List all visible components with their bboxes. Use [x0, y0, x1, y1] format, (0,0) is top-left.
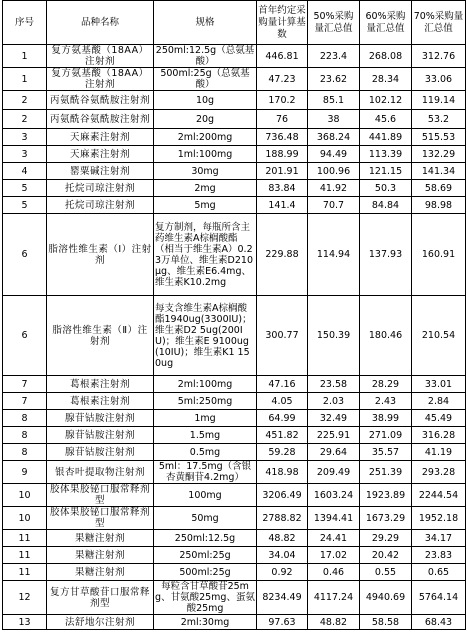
- seq-cell: 4: [3, 163, 47, 180]
- base-quantity-cell: 47.23: [257, 68, 308, 91]
- p70-cell: 293.28: [412, 461, 466, 484]
- table-row: [3, 393, 466, 410]
- p60-cell: 35.57: [360, 444, 412, 461]
- p60-cell: 1923.89: [360, 484, 412, 507]
- table-row: [3, 376, 466, 393]
- spec-cell: 2ml:100mg: [154, 376, 257, 393]
- table-row: [3, 214, 466, 296]
- p60-cell: 121.15: [360, 163, 412, 180]
- header-cell: 50%采购量汇总值: [308, 1, 360, 45]
- base-quantity-cell: 736.48: [257, 129, 308, 146]
- seq-cell: 5: [3, 197, 47, 214]
- p70-cell: 34.17: [412, 530, 466, 547]
- drug-name-cell: 果糖注射剂: [47, 547, 154, 564]
- p50-cell: 94.49: [308, 146, 360, 163]
- base-quantity-cell: 446.81: [257, 45, 308, 68]
- table-row: [3, 129, 466, 146]
- p70-cell: 23.83: [412, 547, 466, 564]
- p50-cell: 368.24: [308, 129, 360, 146]
- drug-name-cell: 脂溶性维生素（Ⅰ）注射剂: [47, 214, 154, 296]
- spec-cell: 2ml:30mg: [154, 615, 257, 630]
- table-row: [3, 296, 466, 376]
- seq-cell: 11: [3, 547, 47, 564]
- spec-cell: 500ml:25g: [154, 564, 257, 581]
- p70-cell: 53.2: [412, 110, 466, 129]
- base-quantity-cell: 48.82: [257, 530, 308, 547]
- p70-cell: 515.53: [412, 129, 466, 146]
- drug-name-cell: 果糖注射剂: [47, 530, 154, 547]
- p50-cell: 0.46: [308, 564, 360, 581]
- seq-cell: 6: [3, 214, 47, 296]
- drug-name-cell: 法舒地尔注射剂: [47, 615, 154, 630]
- spec-cell: 20g: [154, 110, 257, 129]
- p70-cell: 2.84: [412, 393, 466, 410]
- spec-cell: 2ml:200mg: [154, 129, 257, 146]
- p50-cell: 225.91: [308, 427, 360, 444]
- spec-cell: 30mg: [154, 163, 257, 180]
- table-row: [3, 615, 466, 630]
- p60-cell: 58.58: [360, 615, 412, 630]
- seq-cell: 3: [3, 129, 47, 146]
- p50-cell: 23.58: [308, 376, 360, 393]
- header-cell: 首年约定采购量计算基数: [257, 1, 308, 45]
- p60-cell: 2.43: [360, 393, 412, 410]
- p60-cell: 38.99: [360, 410, 412, 427]
- drug-name-cell: 丙氨酰谷氨酰胺注射剂: [47, 91, 154, 110]
- p50-cell: 38: [308, 110, 360, 129]
- seq-cell: 2: [3, 110, 47, 129]
- p50-cell: 70.7: [308, 197, 360, 214]
- p60-cell: 268.08: [360, 45, 412, 68]
- table-row: [3, 444, 466, 461]
- p50-cell: 2.03: [308, 393, 360, 410]
- spec-cell: 每支含维生素A棕榈酸酯1940ug(3300IU)；维生素D2 5ug(200IU)；维生素E 9100ug (10IU)；维生素K1 150ug: [154, 296, 257, 376]
- header-row: [3, 1, 466, 45]
- drug-name-cell: 银杏叶提取物注射剂: [47, 461, 154, 484]
- p70-cell: 141.34: [412, 163, 466, 180]
- base-quantity-cell: 59.28: [257, 444, 308, 461]
- p60-cell: 28.29: [360, 376, 412, 393]
- drug-name-cell: 复方甘草酸苷口服常释剂型: [47, 581, 154, 615]
- p70-cell: 1952.18: [412, 507, 466, 530]
- p70-cell: 33.06: [412, 68, 466, 91]
- spec-cell: 250ml:12.5g: [154, 530, 257, 547]
- p70-cell: 160.91: [412, 214, 466, 296]
- spec-cell: 1ml:100mg: [154, 146, 257, 163]
- p50-cell: 150.39: [308, 296, 360, 376]
- table-row: [3, 180, 466, 197]
- base-quantity-cell: 47.16: [257, 376, 308, 393]
- p60-cell: 113.39: [360, 146, 412, 163]
- p60-cell: 180.46: [360, 296, 412, 376]
- spec-cell: 5ml：17.5mg（含银杏黄酮苷4.2mg）: [154, 461, 257, 484]
- p50-cell: 23.62: [308, 68, 360, 91]
- p50-cell: 24.41: [308, 530, 360, 547]
- drug-name-cell: 腺苷钴胺注射剂: [47, 427, 154, 444]
- p50-cell: 223.4: [308, 45, 360, 68]
- table-row: [3, 564, 466, 581]
- seq-cell: 2: [3, 91, 47, 110]
- p70-cell: 132.29: [412, 146, 466, 163]
- spec-cell: 2mg: [154, 180, 257, 197]
- base-quantity-cell: 3206.49: [257, 484, 308, 507]
- procurement-table: [2, 0, 466, 630]
- base-quantity-cell: 170.2: [257, 91, 308, 110]
- seq-cell: 13: [3, 615, 47, 630]
- p50-cell: 1394.41: [308, 507, 360, 530]
- p70-cell: 45.49: [412, 410, 466, 427]
- p50-cell: 85.1: [308, 91, 360, 110]
- p50-cell: 209.49: [308, 461, 360, 484]
- p50-cell: 114.94: [308, 214, 360, 296]
- spec-cell: 0.5mg: [154, 444, 257, 461]
- spec-cell: 100mg: [154, 484, 257, 507]
- seq-cell: 7: [3, 376, 47, 393]
- drug-name-cell: 果糖注射剂: [47, 564, 154, 581]
- header-cell: 70%采购量汇总值: [412, 1, 466, 45]
- p50-cell: 29.64: [308, 444, 360, 461]
- seq-cell: 10: [3, 507, 47, 530]
- table-row: [3, 530, 466, 547]
- base-quantity-cell: 83.84: [257, 180, 308, 197]
- p60-cell: 251.39: [360, 461, 412, 484]
- p60-cell: 50.3: [360, 180, 412, 197]
- seq-cell: 12: [3, 581, 47, 615]
- header-cell: 规格: [154, 1, 257, 45]
- p70-cell: 210.54: [412, 296, 466, 376]
- p60-cell: 441.89: [360, 129, 412, 146]
- table-row: [3, 547, 466, 564]
- p50-cell: 1603.24: [308, 484, 360, 507]
- p50-cell: 32.49: [308, 410, 360, 427]
- base-quantity-cell: 2788.82: [257, 507, 308, 530]
- table-row: [3, 146, 466, 163]
- base-quantity-cell: 8234.49: [257, 581, 308, 615]
- spec-cell: 50mg: [154, 507, 257, 530]
- p70-cell: 58.69: [412, 180, 466, 197]
- seq-cell: 1: [3, 45, 47, 68]
- base-quantity-cell: 300.77: [257, 296, 308, 376]
- drug-name-cell: 胶体果胶铋口服常释剂型: [47, 507, 154, 530]
- seq-cell: 11: [3, 530, 47, 547]
- seq-cell: 8: [3, 427, 47, 444]
- p50-cell: 4117.24: [308, 581, 360, 615]
- spec-cell: 5ml:250mg: [154, 393, 257, 410]
- p70-cell: 312.76: [412, 45, 466, 68]
- spec-cell: 1.5mg: [154, 427, 257, 444]
- p60-cell: 271.09: [360, 427, 412, 444]
- spec-cell: 1mg: [154, 410, 257, 427]
- p60-cell: 102.12: [360, 91, 412, 110]
- seq-cell: 1: [3, 68, 47, 91]
- base-quantity-cell: 0.92: [257, 564, 308, 581]
- header-cell: 60%采购量汇总值: [360, 1, 412, 45]
- drug-name-cell: 复方氨基酸（18AA）注射剂: [47, 45, 154, 68]
- table-row: [3, 461, 466, 484]
- seq-cell: 8: [3, 444, 47, 461]
- drug-name-cell: 天麻素注射剂: [47, 146, 154, 163]
- table-row: [3, 484, 466, 507]
- p70-cell: 0.65: [412, 564, 466, 581]
- p70-cell: 41.19: [412, 444, 466, 461]
- base-quantity-cell: 418.98: [257, 461, 308, 484]
- p60-cell: 84.84: [360, 197, 412, 214]
- header-cell: 序号: [3, 1, 47, 45]
- drug-name-cell: 腺苷钴胺注射剂: [47, 410, 154, 427]
- base-quantity-cell: 76: [257, 110, 308, 129]
- table-row: [3, 507, 466, 530]
- base-quantity-cell: 34.04: [257, 547, 308, 564]
- p70-cell: 2244.54: [412, 484, 466, 507]
- table-row: [3, 410, 466, 427]
- drug-name-cell: 脂溶性维生素（Ⅱ）注射剂: [47, 296, 154, 376]
- spec-cell: 250ml:12.5g（总氨基酸）: [154, 45, 257, 68]
- seq-cell: 10: [3, 484, 47, 507]
- drug-name-cell: 罂粟碱注射剂: [47, 163, 154, 180]
- base-quantity-cell: 451.82: [257, 427, 308, 444]
- drug-name-cell: 天麻素注射剂: [47, 129, 154, 146]
- p70-cell: 119.14: [412, 91, 466, 110]
- base-quantity-cell: 229.88: [257, 214, 308, 296]
- base-quantity-cell: 4.05: [257, 393, 308, 410]
- drug-name-cell: 托烷司琼注射剂: [47, 180, 154, 197]
- p60-cell: 0.55: [360, 564, 412, 581]
- drug-name-cell: 托烷司琼注射剂: [47, 197, 154, 214]
- table-row: [3, 163, 466, 180]
- spec-cell: 每粒含甘草酸苷25mg、甘氨酸25mg、蛋氨酸25mg: [155, 581, 255, 614]
- seq-cell: 11: [3, 564, 47, 581]
- p70-cell: 33.01: [412, 376, 466, 393]
- table-row: [3, 110, 466, 129]
- base-quantity-cell: 201.91: [257, 163, 308, 180]
- table-row: [3, 68, 466, 91]
- drug-name-cell: 葛根素注射剂: [47, 393, 154, 410]
- table-row: [3, 427, 466, 444]
- base-quantity-cell: 141.4: [257, 197, 308, 214]
- p60-cell: 137.93: [360, 214, 412, 296]
- table-row: [3, 197, 466, 214]
- p70-cell: 68.43: [412, 615, 466, 630]
- drug-name-cell: 腺苷钴胺注射剂: [47, 444, 154, 461]
- p50-cell: 41.92: [308, 180, 360, 197]
- header-cell: 品种名称: [47, 1, 154, 45]
- spec-cell: 500ml:25g（总氨基酸）: [154, 68, 257, 91]
- base-quantity-cell: 64.99: [257, 410, 308, 427]
- table-row: [3, 45, 466, 68]
- p70-cell: 98.98: [412, 197, 466, 214]
- table-row: [3, 91, 466, 110]
- seq-cell: 5: [3, 180, 47, 197]
- seq-cell: 8: [3, 410, 47, 427]
- spec-cell: 250ml:25g: [154, 547, 257, 564]
- seq-cell: 7: [3, 393, 47, 410]
- drug-name-cell: 丙氨酰谷氨酰胺注射剂: [47, 110, 154, 129]
- drug-name-cell: 复方氨基酸（18AA）注射剂: [47, 68, 154, 91]
- seq-cell: 9: [3, 461, 47, 484]
- base-quantity-cell: 188.99: [257, 146, 308, 163]
- spec-cell: 复方制剂，每瓶所含主药维生素A棕榈酸酯（相当于维生素A）0.23万单位、维生素D210μg、维生素E6.4mg、维生素K10.2mg: [154, 214, 257, 296]
- p50-cell: 100.96: [308, 163, 360, 180]
- seq-cell: 3: [3, 146, 47, 163]
- seq-cell: 6: [3, 296, 47, 376]
- p60-cell: 28.34: [360, 68, 412, 91]
- base-quantity-cell: 97.63: [257, 615, 308, 630]
- p50-cell: 48.82: [308, 615, 360, 630]
- p70-cell: 316.28: [412, 427, 466, 444]
- p70-cell: 5764.14: [412, 581, 466, 615]
- drug-name-cell: 葛根素注射剂: [47, 376, 154, 393]
- p60-cell: 45.6: [360, 110, 412, 129]
- p60-cell: 20.42: [360, 547, 412, 564]
- p60-cell: 4940.69: [360, 581, 412, 615]
- p60-cell: 1673.29: [360, 507, 412, 530]
- p50-cell: 17.02: [308, 547, 360, 564]
- table-row: [3, 581, 466, 615]
- spec-cell: 5mg: [154, 197, 257, 214]
- drug-name-cell: 胶体果胶铋口服常释剂型: [47, 484, 154, 507]
- p60-cell: 29.29: [360, 530, 412, 547]
- spec-cell: 10g: [154, 91, 257, 110]
